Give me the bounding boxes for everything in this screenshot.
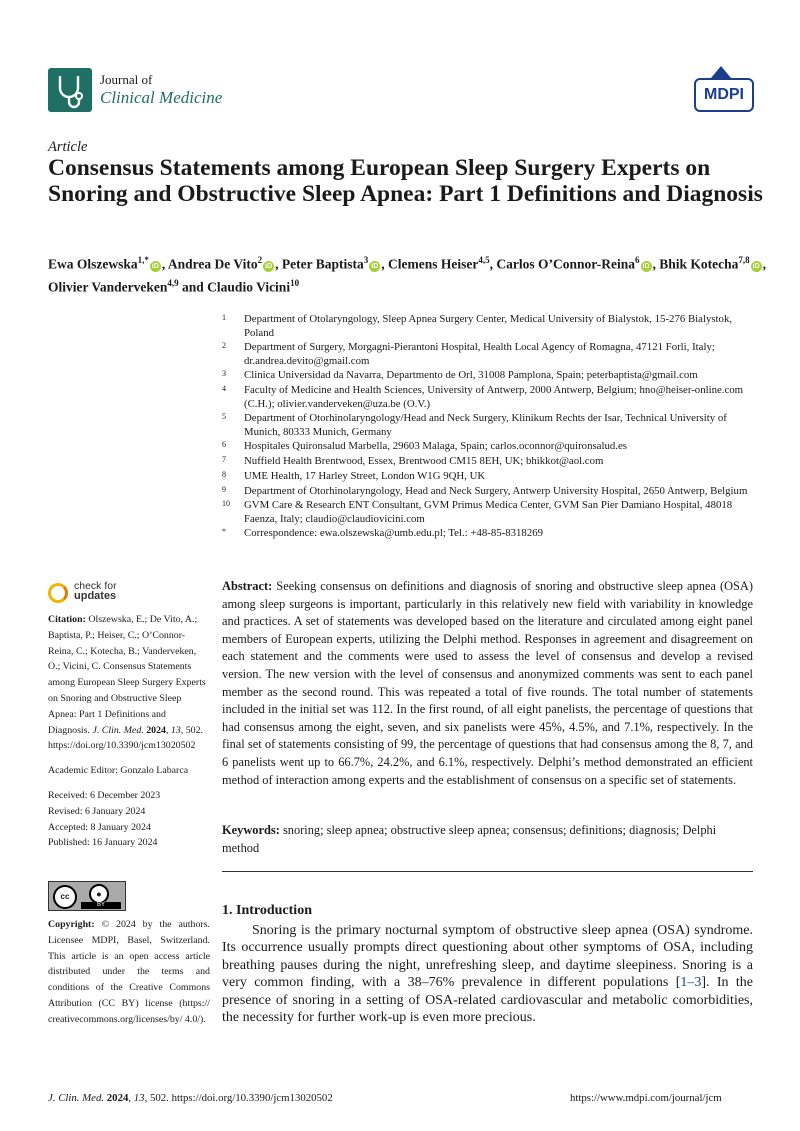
- copyright-text: © 2024 by the authors. Licensee MDPI, Basel, Switzerland. This article is an open access article distributed under the terms and conditions of the Creative Commons Attribution (CC BY) license (https:// creativecommons.org/licenses/by/ 4.0/).: [48, 919, 211, 1025]
- affiliation-text: GVM Care & Research ENT Consultant, GVM Primus Medica Center, GVM San Pier Damiano Hospital, 48018 Faenza, Italy; claudio@claudiovicini.com: [244, 499, 733, 525]
- abstract: [222, 578, 753, 789]
- intro-paragraph: [222, 922, 753, 1026]
- affiliation-item: [222, 485, 762, 499]
- footer-journal: J. Clin. Med.: [48, 1092, 105, 1104]
- orcid-icon[interactable]: iD: [371, 262, 379, 270]
- author-affiliation-ref: 7,8: [738, 255, 750, 265]
- cc-by-license-badge[interactable]: [48, 881, 126, 911]
- date-published: Published: 16 January 2024: [48, 837, 158, 849]
- affiliation-list: [222, 313, 762, 542]
- citation-volume: 13: [170, 724, 181, 736]
- affiliation-text: Hospitales Quironsalud Marbella, 29603 Malaga, Spain; carlos.oconnor@quironsalud.es: [244, 440, 627, 453]
- author-name: Claudio Vicini: [207, 279, 291, 294]
- citation-link[interactable]: 1–3: [680, 975, 702, 991]
- stethoscope-icon: [48, 68, 92, 112]
- footer-citation: J. Clin. Med. 2024, 13, 502. https://doi.org/10.3390/jcm13020502: [48, 1092, 333, 1104]
- by-label: BY: [81, 902, 121, 909]
- dates-block: [48, 788, 210, 851]
- affiliation-item: [222, 341, 762, 368]
- mdpi-logo-peak: [711, 66, 731, 78]
- citation-block: Citation: Olszewska, E.; De Vito, A.; Baptista, P.; Heiser, C.; O’Connor-Reina, C.; Kotecha, B.; Vanderveken, O.; Vicini, C. Consensus Statements among European Sleep Surgery Experts on Snoring and Obstructive Sleep Apnea: Part 1 Definitions and Diagnosis. J. Clin. Med. 2024, 13, 502. https://doi.org/10.3390/jcm13020502: [48, 614, 206, 752]
- copyright-label: Copyright:: [48, 919, 95, 930]
- journal-name: Clinical Medicine: [100, 88, 223, 107]
- affiliation-number: 8: [222, 469, 226, 479]
- affiliation-number: 1: [222, 313, 226, 322]
- footer-doi[interactable]: , 502. https://doi.org/10.3390/jcm13020502: [144, 1092, 333, 1104]
- check-updates-line1: check for: [74, 580, 117, 592]
- abstract-text: Seeking consensus on definitions and diagnosis of snoring and obstructive sleep apnea (OSA) among sleep surgeons is important, particularly in this relatively new field with variability in knowledge and practices. A set of statements was developed based on the literature and circulated among eight panel members of European experts, utilizing the Delphi method. Responses in agreement and disagreement on each statement and the comments were used to assess the level of consensus and develop a revised version. The new version with the level of consensus and anonymized comments was sent to each panel member as the second round. This was repeated a total of five rounds. The total number of statements included in the initial set was 112. In the first round, of all eight panelists, the percentage of questions that had consensus among the eight, seven, and six panelists were 45%, 4.5%, and 7.1%, respectively. In the final set of statements consisting of 99, the percentage of questions that had consensus among the 8, 7, and 6 panelists went up to 66.7%, 24.2%, and 6.1%, respectively. Delphi’s method demonstrated an efficient method of interaction among experts and the establishment of consensus on a specific set of statements.: [222, 579, 753, 787]
- author-affiliation-ref: 3: [363, 255, 369, 265]
- author-affiliation-ref: 4,9: [167, 277, 179, 288]
- author-affiliation-ref: 1,*: [137, 255, 149, 265]
- affiliation-number: 5: [222, 412, 226, 422]
- citation-text: Olszewska, E.; De Vito, A.; Baptista, P.; Heiser, C.; O’Connor-Reina, C.; Kotecha, B.; Vanderveken, O.; Vicini, C. Consensus Statements among European Sleep Surgery Experts on Snoring and Obstructive Sleep Apnea: Part 1 Definitions and Diagnosis.: [48, 614, 206, 736]
- affiliation-item: [222, 499, 762, 526]
- author-name: Carlos O’Connor-Reina: [496, 256, 635, 272]
- author-affiliation-ref: 10: [290, 277, 300, 288]
- abstract-label: Abstract:: [222, 579, 273, 593]
- orcid-icon[interactable]: iD: [642, 262, 650, 270]
- keywords: [222, 822, 753, 857]
- affiliation-item: [222, 455, 762, 469]
- keywords-text: snoring; sleep apnea; obstructive sleep apnea; consensus; definitions; diagnosis; Delphi method: [222, 823, 717, 855]
- date-revised: Revised: 6 January 2024: [48, 805, 146, 817]
- divider: [222, 871, 753, 872]
- keywords-label: Keywords:: [222, 823, 280, 837]
- date-received: Received: 6 December 2023: [48, 789, 161, 801]
- publisher-logo[interactable]: MDPI: [694, 78, 754, 112]
- affiliation-item: [222, 313, 762, 340]
- affiliation-text: Correspondence: ewa.olszewska@umb.edu.pl; Tel.: +48-85-8318269: [244, 527, 544, 540]
- citation-year: 2024: [146, 724, 166, 736]
- citation-label: Citation:: [48, 614, 86, 625]
- author-name: Andrea De Vito: [167, 256, 258, 272]
- author-name: Olivier Vanderveken: [48, 279, 168, 294]
- person-icon: ●: [89, 884, 109, 904]
- journal-logo: [48, 68, 92, 112]
- affiliation-item: [222, 527, 762, 541]
- intro-text-a: Snoring is the primary nocturnal symptom of obstructive sleep apnea (OSA) syndrome. Its occurrence usually prompts direct questioning about other symptoms of OSA, including breathing pauses during the night, unrefreshing sleep, and daytime sleepiness. Snoring is a very common finding, with a 38–76% prevalence in different populations [: [222, 923, 753, 991]
- affiliation-number: 7: [222, 455, 226, 465]
- citation-doi[interactable]: , 502. https://doi.org/10.3390/jcm13020502: [48, 724, 203, 752]
- affiliation-item: [222, 412, 762, 439]
- author-name: Ewa Olszewska: [48, 256, 138, 272]
- affiliation-number: 10: [222, 499, 230, 509]
- affiliation-item: [222, 440, 762, 454]
- orcid-icon[interactable]: iD: [752, 262, 760, 270]
- copyright-block: [48, 917, 210, 1028]
- sidebar: [48, 612, 210, 851]
- affiliation-number: 6: [222, 440, 226, 450]
- section-heading: 1. Introduction: [222, 903, 312, 918]
- orcid-icon[interactable]: iD: [151, 262, 159, 270]
- cc-icon: cc: [53, 885, 77, 909]
- check-updates-icon: [48, 583, 68, 603]
- author-affiliation-ref: 4,5: [478, 255, 490, 265]
- affiliation-text: Department of Otorhinolaryngology, Head and Neck Surgery, Antwerp University Hospital, 2650 Antwerp, Belgium: [244, 484, 748, 497]
- affiliation-text: Department of Otorhinolaryngology/Head and Neck Surgery, Klinikum Rechts der Isar, Technical University of Munich, 80333 Munich, Germany: [244, 412, 727, 438]
- check-updates-line2: updates: [74, 590, 117, 602]
- affiliation-text: Department of Otolaryngology, Sleep Apnea Surgery Center, Medical University of Bialystok, 15-276 Bialystok, Poland: [244, 313, 733, 339]
- footer-volume: 13: [133, 1092, 145, 1104]
- author-name: Bhik Kotecha: [659, 256, 739, 272]
- affiliation-number: 3: [222, 369, 226, 379]
- journal-prefix: Journal of: [100, 72, 153, 87]
- author-list: Ewa Olszewska$^{1,*}$iD , Andrea De Vito$^2$iD , Peter Baptista$^3$iD , Clemens Heiser$^{4,5}$, Carlos O’Connor-Reina$^6$iD , Bhik Kotecha$^{7,8}$iD , Olivier Vanderveken$^{4,9}$ and Claudio Vicini$^{10}$: [48, 255, 767, 294]
- affiliation-text: Faculty of Medicine and Health Sciences, University of Antwerp, 2000 Antwerp, Belgium; hno@heiser-online.com (C.H.); olivier.vanderveken@uza.be (O.V.): [244, 384, 744, 410]
- affiliation-item: [222, 470, 762, 484]
- citation-journal: J. Clin. Med.: [92, 724, 144, 736]
- affiliation-item: [222, 369, 762, 383]
- footer-url[interactable]: https://www.mdpi.com/journal/jcm: [570, 1092, 722, 1104]
- author-affiliation-ref: 2: [257, 255, 263, 265]
- affiliation-text: Department of Surgery, Morgagni-Pierantoni Hospital, Health Local Agency of Romagna, 47121 Forli, Italy; dr.andrea.devito@gmail.com: [244, 341, 715, 367]
- affiliation-item: [222, 384, 762, 411]
- affiliation-text: UME Health, 17 Harley Street, London W1G 9QH, UK: [244, 469, 486, 482]
- affiliation-number: 9: [222, 484, 226, 494]
- affiliation-number: 4: [222, 384, 226, 394]
- affiliation-number: *: [222, 527, 226, 537]
- affiliation-number: 2: [222, 341, 226, 351]
- academic-editor: Academic Editor: Gonzalo Labarca: [48, 765, 189, 777]
- affiliation-text: Nuffield Health Brentwood, Essex, Brentwood CM15 8EH, UK; bhikkot@aol.com: [244, 455, 604, 468]
- author-affiliation-ref: 6: [635, 255, 640, 265]
- paper-title: Consensus Statements among European Sleep Surgery Experts on Snoring and Obstructive Sleep Apnea: Part 1 Definitions and Diagnosis: [48, 155, 763, 207]
- footer-year: 2024: [106, 1092, 129, 1104]
- intro-text-b: ]. In the presence of snoring in a setting of OSA-related cardiovascular and metabolic comorbidities, the necessity for further work-up is even more precious.: [222, 975, 753, 1026]
- affiliation-text: Clinica Universidad da Navarra, Departmento de Orl, 31008 Pamplona, Spain; peterbaptista@gmail.com: [244, 369, 698, 382]
- orcid-icon[interactable]: iD: [265, 262, 273, 270]
- article-type: Article: [48, 139, 88, 155]
- author-name: Peter Baptista: [281, 256, 364, 272]
- author-name: Clemens Heiser: [388, 256, 479, 272]
- date-accepted: Accepted: 8 January 2024: [48, 821, 151, 833]
